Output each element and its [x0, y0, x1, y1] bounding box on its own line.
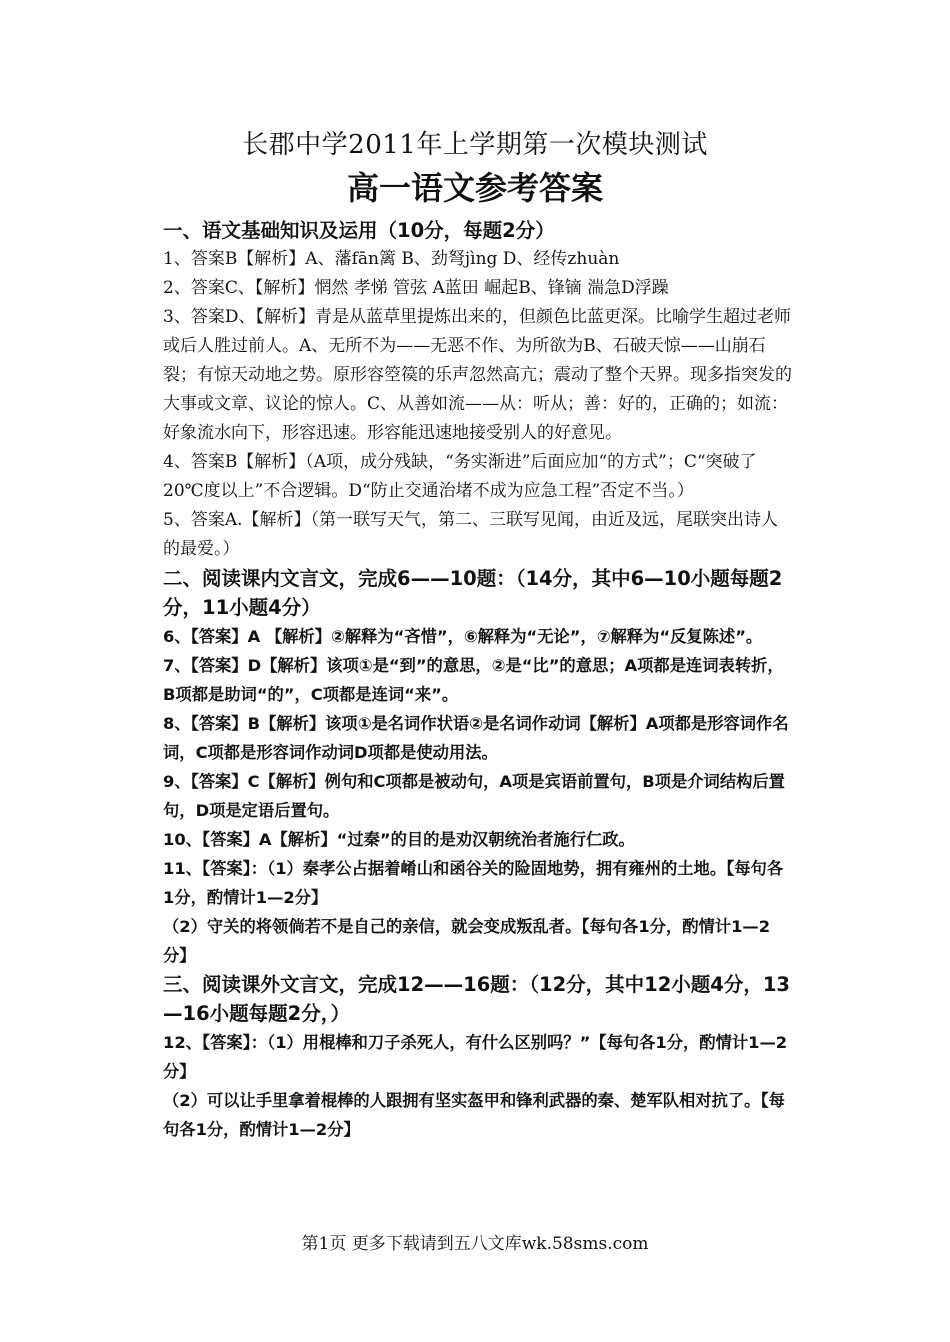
section-heading-2: 二、阅读课内文言文，完成6——10题：（14分，其中6—10小题每题2分，11小题4分） — [163, 567, 783, 619]
answer-item-12-part-1: 12、【答案】：（1）用棍棒和刀子杀死人，有什么区别吗？”【每句各1分，酌情计1—2分】 — [163, 1033, 788, 1081]
answer-item-5: 5、答案A.【解析】（第一联写天气，第二、三联写见闻，由近及远，尾联突出诗人的最爱。） — [163, 510, 778, 559]
answer-item-7: 7、【答案】D【解析】该项①是“到”的意思，②是“比”的意思；A项都是连词表转折，B项都是助词“的”，C项都是连词“来”。 — [163, 656, 784, 704]
answer-item-11-part-2: （2）守关的将领倘若不是自己的亲信，就会变成叛乱者。【每句各1分，酌情计1—2分】 — [163, 917, 771, 965]
answer-item-1: 1、答案B【解析】A、藩fān篱 B、劲弩jìng D、经传zhuàn — [163, 249, 620, 269]
section-heading-1: 一、语文基础知识及运用（10分，每题2分） — [163, 219, 555, 242]
answer-item-4: 4、答案B【解析】（A项，成分残缺，“务实渐进”后面应加“的方式”；C“突破了20℃度以上”不合逻辑。D“防止交通治堵不成为应急工程”否定不当。） — [163, 452, 757, 501]
section-heading-3: 三、阅读课外文言文，完成12——16题：（12分，其中12小题4分，13—16小题每题2分，） — [163, 973, 790, 1025]
document-subtitle: 高一语文参考答案 — [346, 169, 603, 207]
document-title: 长郡中学2011年上学期第一次模块测试 — [242, 130, 708, 160]
answer-item-9: 9、【答案】C【解析】例句和C项都是被动句，A项是宾语前置句，B项是介词结构后置句，D项是定语后置句。 — [163, 772, 785, 820]
answer-item-3: 3、答案D、【解析】青是从蓝草里提炼出来的，但颜色比蓝更深。比喻学生超过老师或后人胜过前人。A、无所不为——无恶不作、为所欲为B、石破天惊——山崩石裂；有惊天动地之势。原形容箜篌的乐声忽然高亢；震动了整个天界。现多指突发的大事或文章、议论的惊人。C、从善如流——从：听从；善：好的，正确的；如流：好象流水向下，形容迅速。形容能迅速地接受别人的好意见。 — [163, 307, 792, 443]
answer-item-6: 6、【答案】A 【解析】②解释为“吝惜”，⑥解释为“无论”，⑦解释为“反复陈述”。 — [163, 627, 763, 646]
answer-item-2: 2、答案C、【解析】惘然 孝悌 管弦 A蓝田 崛起B、锋镝 湍急D浮躁 — [163, 278, 669, 298]
answer-item-10: 10、【答案】A【解析】“过秦”的目的是劝汉朝统治者施行仁政。 — [163, 830, 635, 849]
answer-item-8: 8、【答案】B【解析】该项①是名词作状语②是名词作动词【解析】A项都是形容词作名词，C项都是形容词作动词D项都是使动用法。 — [163, 714, 789, 762]
answer-item-12-part-2: （2）可以让手里拿着棍棒的人跟拥有坚实盔甲和锋利武器的秦、楚军队相对抗了。【每句各1分，酌情计1—2分】 — [163, 1091, 785, 1139]
answer-item-11-part-1: 11、【答案】：（1）秦孝公占据着崤山和函谷关的险固地势，拥有雍州的土地。【每句各1分，酌情计1—2分】 — [163, 859, 784, 907]
page-footer: 第1页 更多下载请到五八文库wk.58sms.com — [301, 1234, 649, 1254]
document-body — [163, 216, 793, 1144]
